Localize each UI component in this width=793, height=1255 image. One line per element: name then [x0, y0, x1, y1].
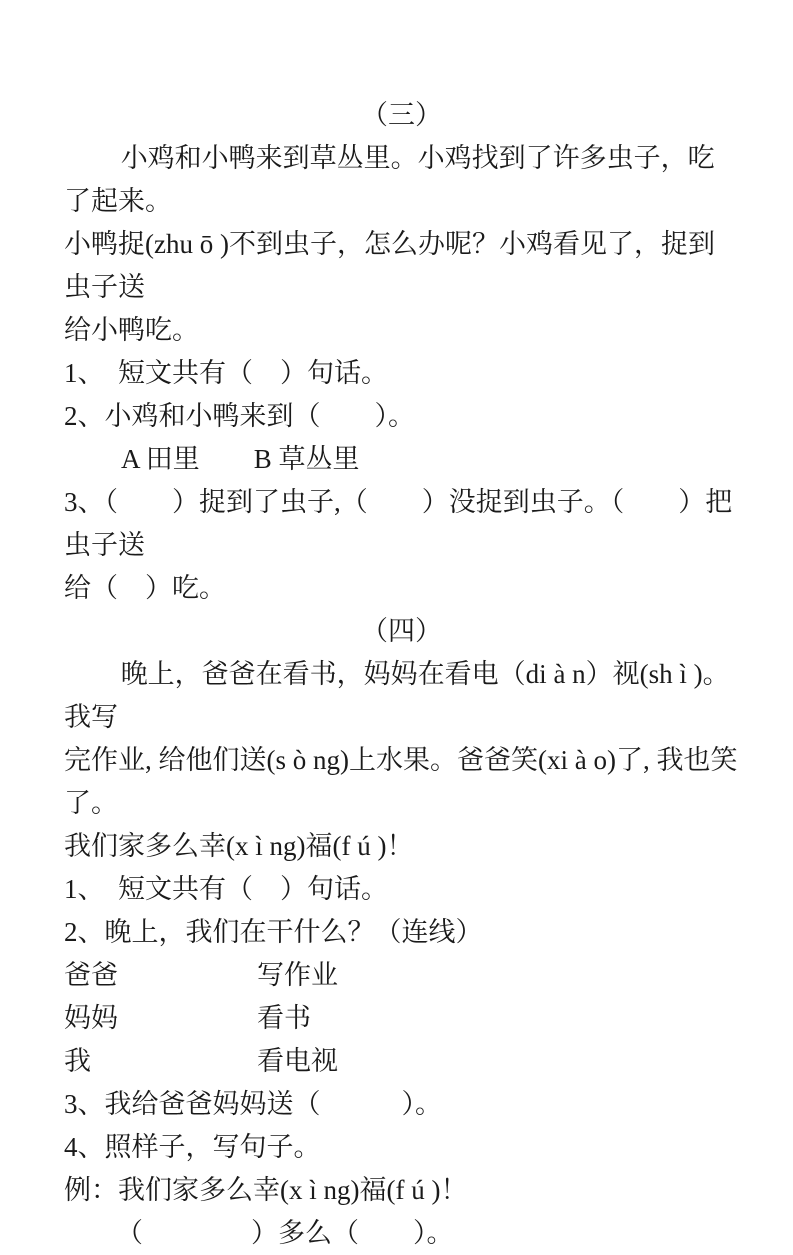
- paragraph-line: 小鸡和小鸭来到草丛里。小鸡找到了许多虫子，吃了起来。: [64, 143, 715, 216]
- question-line: 2、晚上，我们在干什么？（连线）: [64, 917, 483, 947]
- paragraph-line: 我们家多么幸(x ì ng)福(f ú )！: [64, 831, 414, 861]
- paragraph-line: 完作业, 给他们送(s ò ng)上水果。爸爸笑(xi à o)了, 我也笑了。: [64, 745, 738, 818]
- fill-blank-line: （ ）多么（ ）。: [116, 1218, 454, 1248]
- question-line: 4、照样子，写句子。: [64, 1132, 321, 1162]
- question-line: 3、我给爸爸妈妈送（ ）。: [64, 1089, 442, 1119]
- question-line: 给（ ）吃。: [64, 573, 226, 603]
- match-right-item: 写作业: [257, 960, 338, 990]
- match-left-item: 我: [64, 1046, 91, 1076]
- match-left-item: 爸爸: [64, 960, 118, 990]
- question-line: 1、 短文共有（ ）句话。: [64, 874, 388, 904]
- match-row: [64, 997, 739, 1040]
- question-line: 1、 短文共有（ ）句话。: [64, 358, 388, 388]
- section-four-title: （四）: [361, 616, 442, 646]
- paragraph-line: 给小鸭吃。: [64, 315, 199, 345]
- match-right-item: 看电视: [257, 1046, 338, 1076]
- question-line: 2、小鸡和小鸭来到（ ）。: [64, 401, 415, 431]
- match-right-item: 看书: [257, 1003, 311, 1033]
- section-four: [64, 610, 739, 1255]
- question-line: 3、（ ）捉到了虫子,（ ）没捉到虫子。（ ）把虫子送: [64, 487, 733, 560]
- match-left-item: 妈妈: [64, 1003, 118, 1033]
- answer-options-line: A 田里 B 草丛里: [121, 444, 360, 474]
- match-row: [64, 954, 739, 997]
- section-three: [64, 94, 739, 610]
- example-line: 例：我们家多么幸(x ì ng)福(f ú )！: [64, 1175, 468, 1205]
- paragraph-line: 小鸭捉(zhu ō )不到虫子，怎么办呢？小鸡看见了，捉到虫子送: [64, 229, 715, 302]
- paragraph-line: 晚上，爸爸在看书，妈妈在看电（di à n）视(sh ì )。我写: [64, 659, 730, 732]
- match-row: [64, 1040, 739, 1083]
- section-three-title: （三）: [361, 100, 442, 130]
